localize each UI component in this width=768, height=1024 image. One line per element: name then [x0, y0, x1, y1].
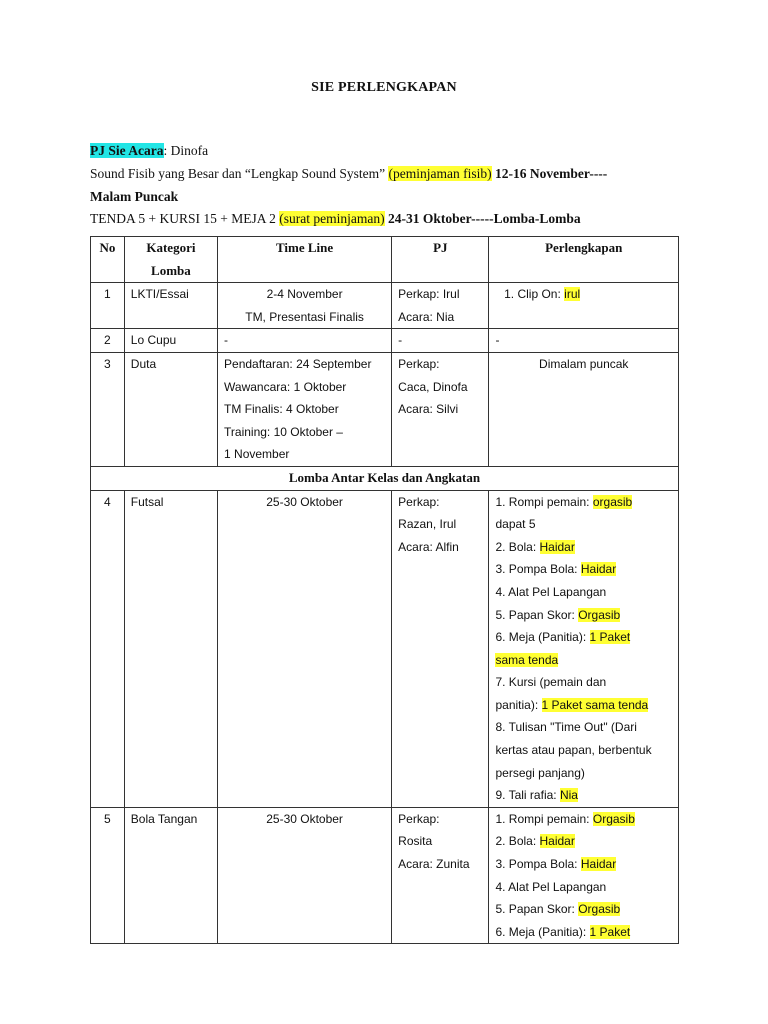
item-highlight: Orgasib: [578, 902, 621, 917]
item-label: 3. Pompa Bola:: [495, 562, 581, 577]
item-highlight: Haidar: [580, 562, 617, 577]
row-kategori: Lo Cupu: [124, 329, 217, 353]
row-perlengkapan: [489, 490, 679, 807]
header-perlengkapan: Perlengkapan: [489, 237, 679, 283]
tenda-highlight: (surat peminjaman): [279, 211, 385, 226]
list-item: [495, 649, 672, 672]
row-kategori: LKTI/Essai: [124, 283, 217, 329]
item-highlight: Orgasib: [592, 811, 635, 826]
list-item: [495, 921, 672, 944]
malam-puncak-line: Malam Puncak: [90, 189, 179, 204]
item-highlight: Haidar: [539, 834, 575, 849]
timeline-line: Training: 10 Oktober –: [224, 424, 343, 439]
header-pj: PJ: [392, 237, 489, 283]
pj-line: Rosita: [398, 834, 433, 849]
list-item: [495, 784, 672, 807]
tenda-date: 24-31 Oktober-----Lomba-Lomba: [384, 211, 581, 226]
row-timeline: 25-30 Oktober: [218, 807, 392, 944]
pj-label: PJ Sie Acara: [90, 143, 164, 158]
row-no: 4: [91, 490, 125, 807]
list-item: [495, 853, 672, 876]
row-no: 5: [91, 807, 125, 944]
timeline-line: TM Finalis: 4 Oktober: [224, 402, 339, 417]
row-perlengkapan: [489, 807, 679, 944]
item-highlight: Haidar: [580, 857, 617, 872]
equipment-table: [90, 236, 679, 944]
list-item: [495, 491, 672, 514]
list-item: persegi panjang): [495, 765, 585, 780]
item-label: 1. Rompi pemain:: [495, 811, 593, 826]
section-row: [91, 466, 679, 490]
row-timeline: 25-30 Oktober: [218, 490, 392, 807]
header-kategori-1: Kategori: [146, 240, 196, 255]
pj-line: Perkap:: [398, 811, 440, 826]
header-kategori-2: Lomba: [151, 262, 191, 278]
row-timeline: -: [218, 329, 392, 353]
pj-line: Caca, Dinofa: [398, 379, 468, 394]
tenda-line: [90, 211, 581, 227]
row-kategori: Bola Tangan: [124, 807, 217, 944]
list-item: dapat 5: [495, 517, 536, 532]
item-label: panitia):: [495, 697, 542, 712]
row-perlengkapan: Dimalam puncak: [489, 352, 679, 466]
list-item: [495, 898, 672, 921]
header-no: No: [91, 237, 125, 283]
pj-line: Acara: Zunita: [398, 857, 470, 872]
row-kategori: Duta: [124, 352, 217, 466]
row-no: 2: [91, 329, 125, 353]
item-label: 1. Rompi pemain:: [495, 494, 593, 509]
header-kategori: [124, 237, 217, 283]
item-highlight: sama tenda: [495, 652, 559, 667]
table-row: [91, 352, 679, 466]
header-timeline: Time Line: [218, 237, 392, 283]
pj-line: Acara: Silvi: [398, 402, 459, 417]
row-perlengkapan: -: [489, 329, 679, 353]
timeline-line: Pendaftaran: 24 September: [224, 356, 372, 371]
timeline-line: TM, Presentasi Finalis: [245, 309, 364, 324]
row-timeline: [218, 283, 392, 329]
item-label: 6. Meja (Panitia):: [495, 924, 590, 939]
list-item: [495, 808, 672, 831]
section-heading: Lomba Antar Kelas dan Angkatan: [91, 466, 679, 490]
item-highlight: 1 Paket: [589, 630, 631, 645]
list-item: 4. Alat Pel Lapangan: [495, 584, 607, 599]
tenda-text: TENDA 5 + KURSI 15 + MEJA 2: [90, 211, 280, 226]
list-item: [495, 694, 672, 717]
item-label: 5. Papan Skor:: [495, 607, 579, 622]
timeline-line: Wawancara: 1 Oktober: [224, 379, 347, 394]
pj-sie-acara-line: [90, 143, 208, 159]
row-no: 1: [91, 283, 125, 329]
list-item: [495, 830, 672, 853]
item-highlight: 1 Paket sama tenda: [541, 697, 649, 712]
row-pj: [392, 807, 489, 944]
row-kategori: Futsal: [124, 490, 217, 807]
timeline-line: 2-4 November: [266, 287, 343, 302]
item-highlight: Nia: [559, 788, 578, 803]
list-item: [495, 536, 672, 559]
list-item: [495, 558, 672, 581]
item-highlight: irul: [564, 287, 581, 302]
row-pj: [392, 352, 489, 466]
row-timeline: [218, 352, 392, 466]
pj-line: Perkap:: [398, 494, 440, 509]
table-header-row: [91, 237, 679, 283]
pj-line: Perkap:: [398, 356, 440, 371]
row-pj: [392, 283, 489, 329]
pj-line: Razan, Irul: [398, 517, 457, 532]
table-row: [91, 490, 679, 807]
item-highlight: Orgasib: [578, 607, 621, 622]
item-label: 6. Meja (Panitia):: [495, 630, 590, 645]
list-item: 7. Kursi (pemain dan: [495, 675, 607, 690]
timeline-line: 1 November: [224, 447, 290, 462]
table-row: [91, 283, 679, 329]
item-highlight: Haidar: [539, 539, 575, 554]
pj-line: Perkap: Irul: [398, 287, 460, 302]
list-item: [495, 626, 672, 649]
item-label: 3. Pompa Bola:: [495, 857, 581, 872]
item-label: 5. Papan Skor:: [495, 902, 579, 917]
sound-date: 12-16 November----: [491, 166, 608, 181]
list-item: 8. Tulisan "Time Out" (Dari: [495, 720, 637, 735]
pj-line: Acara: Alfin: [398, 539, 459, 554]
list-item: kertas atau papan, berbentuk: [495, 743, 652, 758]
item-label: 2. Bola:: [495, 834, 540, 849]
row-pj: -: [392, 329, 489, 353]
table-row: [91, 329, 679, 353]
item-label: 9. Tali rafia:: [495, 788, 560, 803]
row-no: 3: [91, 352, 125, 466]
list-item: [517, 283, 672, 306]
pj-line: Acara: Nia: [398, 309, 455, 324]
item-label: 2. Bola:: [495, 539, 540, 554]
pj-name: : Dinofa: [163, 143, 209, 158]
sound-highlight: (peminjaman fisib): [388, 166, 492, 181]
sound-line: [90, 166, 607, 182]
equipment-list: [495, 283, 672, 306]
page-title: SIE PERLENGKAPAN: [311, 80, 457, 95]
table-row: [91, 807, 679, 944]
item-label: Clip On:: [517, 287, 565, 302]
sound-text: Sound Fisib yang Besar dan “Lengkap Sound System”: [90, 166, 389, 181]
row-perlengkapan: [489, 283, 679, 329]
item-highlight: 1 Paket: [589, 924, 631, 939]
list-item: [495, 604, 672, 627]
list-item: 4. Alat Pel Lapangan: [495, 879, 607, 894]
item-highlight: orgasib: [592, 494, 633, 509]
row-pj: [392, 490, 489, 807]
